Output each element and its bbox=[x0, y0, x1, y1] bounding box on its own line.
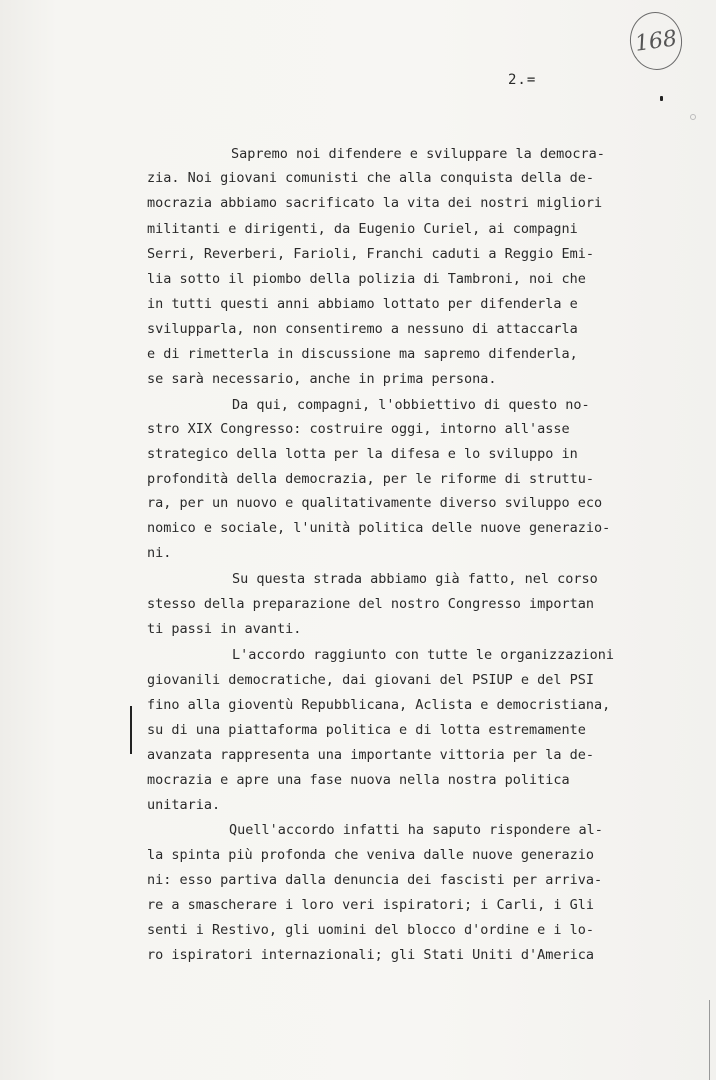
text-line: avanzata rappresenta una importante vittoria per la de- bbox=[147, 747, 595, 763]
text-line: nomico e sociale, l'unità politica delle nuove generazio- bbox=[147, 520, 611, 536]
text-line: mocrazia abbiamo sacrificato la vita dei nostri migliori bbox=[147, 195, 603, 211]
text-line: Sapremo noi difendere e sviluppare la democra- bbox=[231, 146, 605, 162]
text-line: svilupparla, non consentiremo a nessuno di attaccarla bbox=[147, 321, 578, 337]
text-line: Quell'accordo infatti ha saputo rispondere al- bbox=[229, 822, 603, 838]
text-line: su di una piattaforma politica e di lotta estremamente bbox=[147, 722, 586, 738]
text-line: unitaria. bbox=[147, 797, 221, 813]
text-line: ni: esso partiva dalla denuncia dei fascisti per arriva- bbox=[147, 872, 603, 888]
text-line: ni. bbox=[147, 545, 172, 561]
page-number: 2.= bbox=[508, 72, 537, 88]
text-line: fino alla gioventù Repubblicana, Aclista e democristiana, bbox=[147, 697, 611, 713]
text-line: ra, per un nuovo e qualitativamente diverso sviluppo eco bbox=[147, 495, 603, 511]
text-line: stesso della preparazione del nostro Congresso importan bbox=[147, 596, 595, 612]
text-line: se sarà necessario, anche in prima persona. bbox=[147, 371, 497, 387]
text-line: re a smascherare i loro veri ispiratori; i Carli, i Gli bbox=[147, 897, 595, 913]
text-line: Su questa strada abbiamo già fatto, nel corso bbox=[232, 571, 598, 587]
text-line: senti i Restivo, gli uomini del blocco d'ordine e i lo- bbox=[147, 922, 595, 938]
text-line: ro ispiratori internazionali; gli Stati Uniti d'America bbox=[147, 947, 595, 963]
text-line: giovanili democratiche, dai giovani del PSIUP e del PSI bbox=[147, 672, 595, 688]
text-line: stro XIX Congresso: costruire oggi, intorno all'asse bbox=[147, 421, 570, 437]
text-line: strategico della lotta per la difesa e lo sviluppo in bbox=[147, 446, 578, 462]
text-line: in tutti questi anni abbiamo lottato per difenderla e bbox=[147, 296, 578, 312]
archive-stamp-number: 168 bbox=[633, 25, 679, 57]
text-line: Da qui, compagni, l'obbiettivo di questo no- bbox=[232, 397, 590, 413]
text-line: ti passi in avanti. bbox=[147, 621, 302, 637]
text-line: zia. Noi giovani comunisti che alla conquista della de- bbox=[147, 170, 595, 186]
text-line: e di rimetterla in discussione ma sapremo difenderla, bbox=[147, 346, 578, 362]
text-line: Serri, Reverberi, Farioli, Franchi caduti a Reggio Emi- bbox=[147, 246, 595, 262]
text-line: L'accordo raggiunto con tutte le organizzazioni bbox=[232, 647, 615, 663]
text-line: la spinta più profonda che veniva dalle nuove generazio bbox=[147, 847, 595, 863]
text-line: militanti e dirigenti, da Eugenio Curiel, ai compagni bbox=[147, 221, 578, 237]
text-line: profondità della democrazia, per le riforme di struttu- bbox=[147, 471, 595, 487]
text-line: lia sotto il piombo della polizia di Tambroni, noi che bbox=[147, 271, 586, 287]
text-line: mocrazia e apre una fase nuova nella nostra politica bbox=[147, 772, 570, 788]
